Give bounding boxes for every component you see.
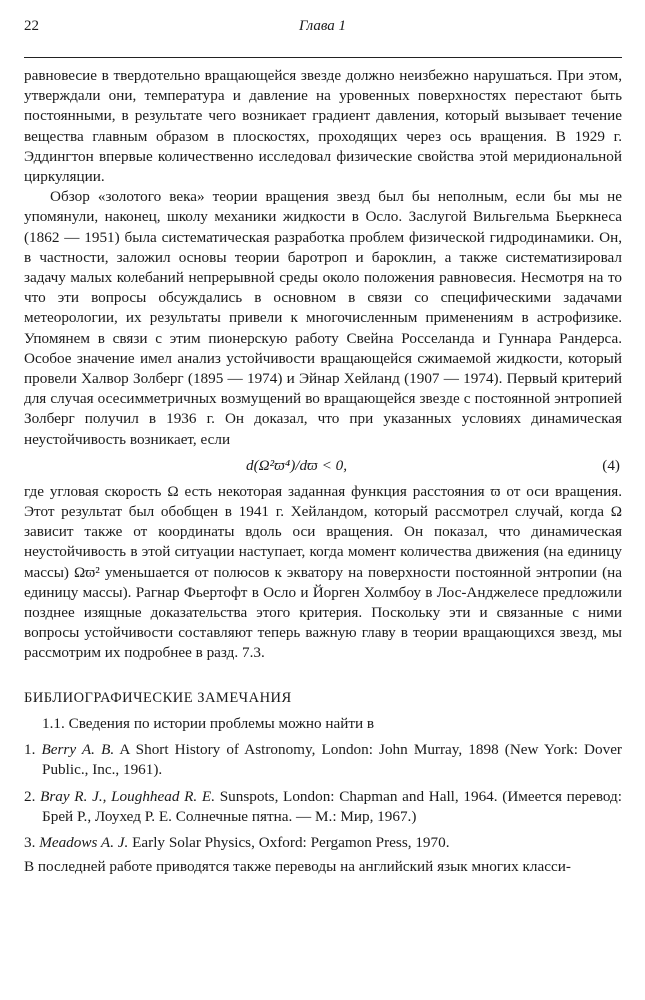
reference-authors: Berry A. B. — [41, 741, 115, 759]
bibliography-heading: БИБЛИОГРАФИЧЕСКИЕ ЗАМЕЧАНИЯ — [24, 689, 292, 706]
running-head: Глава 1 — [298, 18, 347, 34]
reference-item: 3. Meadows A. J. Early Solar Physics, Oxford: Pergamon Press, 1970. — [24, 833, 450, 851]
reference-item: 1. Berry A. B. A Short History of Astronomy, London: John Murray, 1898 (New York: Dover Public., Inc., 1961). — [24, 741, 622, 779]
header-rule — [24, 57, 622, 58]
bibliography-note: 1.1. Сведения по истории проблемы можно найти в — [42, 714, 375, 732]
page-body — [24, 66, 622, 877]
reference-authors: Meadows A. J. — [39, 833, 129, 851]
page-number: 22 — [24, 18, 39, 34]
equation-4 — [24, 456, 622, 478]
paragraph-2: Обзор «золотого века» теории вращения звезд был бы неполным, если бы мы не упомянули, наконец, школу механики жидкости в Осло. Заслугой Вильгельма Бьеркнеса (1862 — 1951) была систематическая разработка проблем физической гидродинамики. Он, в частности, заложил основы теории баротроп и бароклин, а также систематизировал задачу малых колебаний непрерывной среды около положения равновесия. Несмотря на то что эти вопросы обсуждались в основном в связи со специфическими задачами метеорологии, их результаты привели к многочисленным применениям в астрофизике. Упомянем в связи с этим пионерскую работу Свейна Росселанда и Гуннара Рандерса. Особое значение имел анализ устойчивости вращающейся сжимаемой жидкости, который провели Халвор Золберг (1895 — 1974) и Эйнар Хейланд (1907 — 1974). Первый критерий для случая осесимметричных возмущений во вращающейся звезде с постоянной энтропией Золберг получил в 1936 г. Он доказал, что при указанных условиях динамическая неустойчивость возникает, если — [24, 188, 622, 448]
paragraph-3: где угловая скорость Ω есть некоторая заданная функция расстояния ϖ от оси вращения. Этот результат был обобщен в 1941 г. Хейландом, который рассмотрел случай, когда Ω зависит также от координаты вдоль оси вращения. Он показал, что динамическая неустойчивость в этой ситуации наступает, когда момент количества движения (на единицу массы) Ωϖ² уменьшается от полюсов к экватору на поверхности постоянной энтропии (на единицу массы). Рагнар Фьертофт в Осло и Йорген Холмбоу в Лос-Анджелесе предложили позднее изящные доказательства этого критерия. Поскольку эти и связанные с ними вопросы устойчивости составляют теперь важную главу в теории вращающихся звезд, мы рассмотрим их подробнее в разд. 7.3. — [24, 482, 622, 662]
reference-authors: Bray R. J., Loughhead R. E. — [40, 787, 215, 805]
equation-number: (4) — [602, 456, 620, 474]
paragraph-1: равновесие в твердотельно вращающейся звезде должно неизбежно нарушаться. При этом, утверждали они, температура и давление на уровенных поверхностях перестают быть постоянными, в результате чего возникает градиент давления, который вызывает течение вещества главным образом в плоскостях, проходящих через ось вращения. В 1929 г. Эддингтон впервые количественно исследовал физические свойства этой меридиональной циркуляции. — [24, 67, 622, 186]
reference-item: 2. Bray R. J., Loughhead R. E. Sunspots, London: Chapman and Hall, 1964. (Имеется перевод: Брей Р., Лоухед Р. Е. Солнечные пятна. — М.: Мир, 1967.) — [24, 787, 622, 825]
equation-expression: d(Ω²ϖ⁴)/dϖ < 0, — [246, 456, 348, 474]
trailing-text: В последней работе приводятся также переводы на английский язык многих класси- — [24, 858, 571, 876]
